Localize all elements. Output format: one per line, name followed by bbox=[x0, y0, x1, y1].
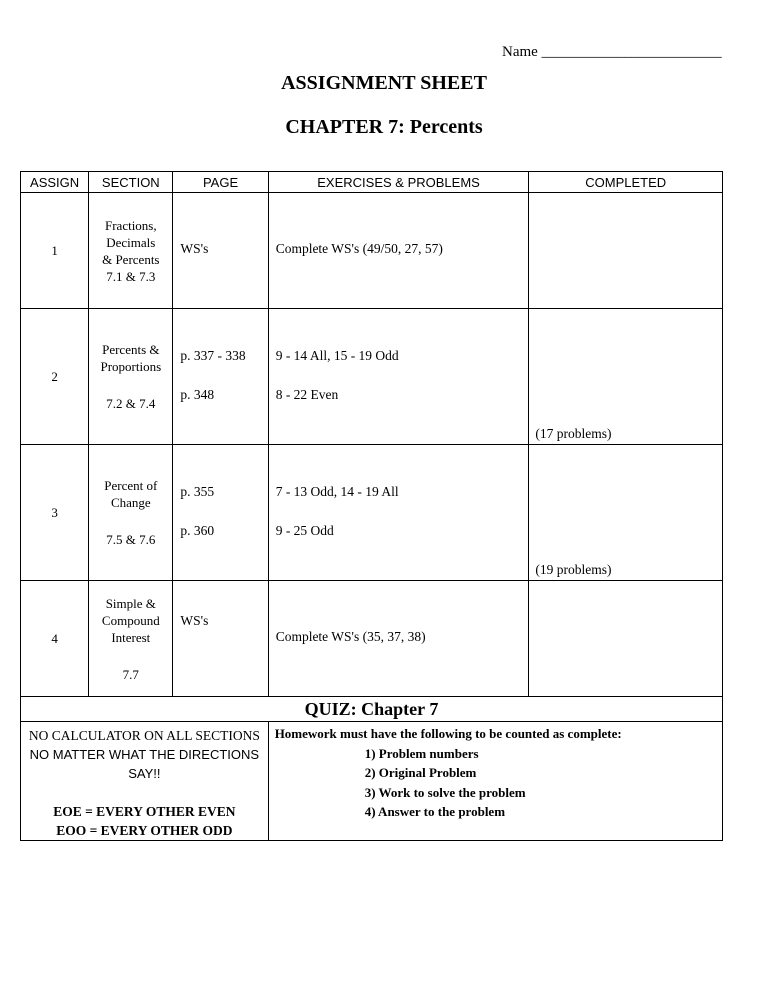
notes-row bbox=[21, 722, 723, 841]
section-line: Compound bbox=[101, 612, 160, 628]
column-header-completed: COMPLETED bbox=[529, 172, 723, 193]
column-header-page: PAGE bbox=[173, 172, 268, 193]
page-cell bbox=[173, 581, 268, 697]
exercise-text: 9 - 25 Odd bbox=[275, 523, 334, 538]
page-ref: p. 360 bbox=[180, 523, 215, 538]
page-title: ASSIGNMENT SHEET bbox=[281, 72, 487, 94]
completed-cell bbox=[529, 309, 723, 445]
requirement-item: 4) Answer to the problem bbox=[364, 804, 506, 819]
section-line: Percents & bbox=[102, 342, 160, 357]
assign-number: 4 bbox=[21, 581, 89, 697]
exercises-cell bbox=[268, 445, 529, 581]
page-ref: WS's bbox=[180, 613, 209, 628]
page-cell bbox=[173, 309, 268, 445]
completed-text: (19 problems) bbox=[535, 562, 612, 577]
assignment-table bbox=[20, 171, 723, 841]
exercise-text: 9 - 14 All, 15 - 19 Odd bbox=[275, 348, 399, 363]
requirement-item: 2) Original Problem bbox=[364, 765, 477, 780]
page-ref: p. 348 bbox=[180, 387, 215, 402]
all-sections-text: ALL SECTIONS bbox=[166, 728, 260, 743]
directions-note: NO MATTER WHAT THE DIRECTIONS SAY!! bbox=[29, 747, 260, 781]
section-line: Decimals bbox=[106, 234, 156, 250]
chapter-title: CHAPTER 7: Percents bbox=[285, 116, 483, 138]
calculator-rule bbox=[21, 726, 268, 745]
section-line: Percent of bbox=[104, 478, 158, 493]
section-cell bbox=[89, 309, 173, 445]
section-line: 7.1 & 7.3 bbox=[106, 268, 156, 284]
section-line: 7.5 & 7.6 bbox=[106, 532, 156, 547]
quiz-label: QUIZ: Chapter 7 bbox=[21, 697, 723, 722]
section-line: Fractions, bbox=[104, 217, 157, 233]
assign-number: 3 bbox=[21, 445, 89, 581]
table-header-row bbox=[21, 172, 723, 193]
homework-requirements bbox=[268, 722, 722, 841]
table-row bbox=[21, 309, 723, 445]
completed-cell bbox=[529, 193, 723, 309]
page-cell bbox=[173, 445, 268, 581]
section-line: & Percents bbox=[102, 251, 160, 267]
table-row bbox=[21, 581, 723, 697]
table-row bbox=[21, 445, 723, 581]
exercise-text: 8 - 22 Even bbox=[275, 387, 339, 402]
column-header-exercises: EXERCISES & PROBLEMS bbox=[268, 172, 529, 193]
column-header-section: SECTION bbox=[89, 172, 173, 193]
no-calculator-text: NO CALCULATOR bbox=[28, 728, 141, 743]
section-line: Interest bbox=[111, 629, 151, 645]
page-ref: p. 355 bbox=[180, 484, 215, 499]
column-header-assign: ASSIGN bbox=[21, 172, 89, 193]
assign-number: 2 bbox=[21, 309, 89, 445]
name-field: Name ________________________ bbox=[502, 44, 722, 60]
completed-cell bbox=[529, 445, 723, 581]
on-text: ON bbox=[140, 728, 167, 743]
exercises-cell bbox=[268, 581, 529, 697]
section-cell bbox=[89, 445, 173, 581]
requirements-intro: Homework must have the following to be counted as complete: bbox=[274, 726, 622, 741]
assign-number: 1 bbox=[21, 193, 89, 309]
eoe-definition: EOE = EVERY OTHER EVEN bbox=[53, 804, 236, 819]
quiz-row bbox=[21, 697, 723, 722]
exercise-text: Complete WS's (49/50, 27, 57) bbox=[275, 241, 443, 256]
page-ref: p. 337 - 338 bbox=[180, 348, 246, 363]
exercise-text: Complete WS's (35, 37, 38) bbox=[275, 629, 426, 644]
exercises-cell bbox=[268, 193, 529, 309]
section-line: 7.2 & 7.4 bbox=[106, 396, 156, 411]
section-cell bbox=[89, 581, 173, 697]
completed-text: (17 problems) bbox=[535, 426, 612, 441]
exercises-cell bbox=[268, 309, 529, 445]
calculator-note bbox=[21, 722, 269, 841]
exercise-text: 7 - 13 Odd, 14 - 19 All bbox=[275, 484, 399, 499]
table-row bbox=[21, 193, 723, 309]
page-cell bbox=[173, 193, 268, 309]
requirement-item: 1) Problem numbers bbox=[364, 745, 479, 761]
section-line: Change bbox=[110, 495, 151, 510]
section-line: 7.7 bbox=[122, 666, 139, 682]
section-line: Simple & bbox=[105, 595, 156, 611]
completed-cell bbox=[529, 581, 723, 697]
section-line: Proportions bbox=[100, 359, 162, 374]
eoo-definition: EOO = EVERY OTHER ODD bbox=[56, 823, 233, 838]
requirement-item: 3) Work to solve the problem bbox=[364, 784, 526, 800]
section-cell bbox=[89, 193, 173, 309]
page-ref: WS's bbox=[180, 241, 209, 256]
